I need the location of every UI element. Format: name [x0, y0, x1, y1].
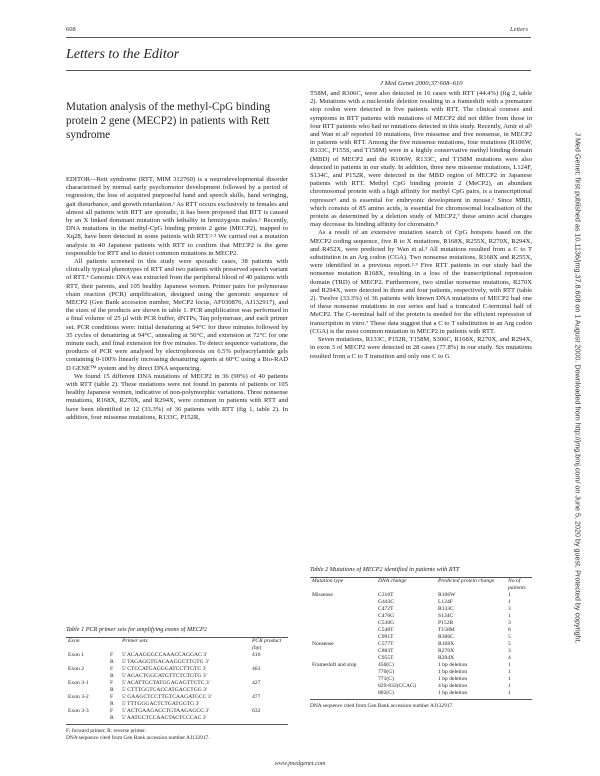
- table-cell: 3: [508, 606, 511, 612]
- table-cell: R: [110, 673, 114, 679]
- table-cell: 5: [508, 634, 511, 640]
- table-row: [66, 680, 288, 687]
- table-cell: P152R: [438, 620, 454, 626]
- table-cell: [310, 634, 376, 641]
- table-cell: C955T: [378, 655, 394, 661]
- table-row: [66, 659, 288, 666]
- body-paragraph: Seven mutations, R133C, P152R, T158M, S306C, R168X, R270X, and R294X, in exon 3 of MECP2 were detected in 28 cases (77.8%) in our study. Six mutations resulted from a C to T transition and only one C to G: [310, 336, 532, 360]
- table-cell: [66, 673, 108, 680]
- table-cell: 1: [508, 599, 511, 605]
- table-cell: 1 bp deletion: [438, 676, 468, 682]
- table-cell: 477: [252, 694, 261, 700]
- table-cell: 5: [508, 641, 511, 647]
- table-cell: [310, 627, 376, 634]
- table-cell: C577T: [378, 641, 394, 647]
- table-cell: 1: [508, 592, 511, 598]
- table-row: [310, 641, 532, 648]
- header-rule: [66, 37, 531, 38]
- table-cell: [66, 715, 108, 722]
- table-cell: R168X: [438, 641, 455, 647]
- table-cell: 463: [252, 666, 261, 672]
- table-cell: C883T: [378, 648, 394, 654]
- table-2-grid: [310, 578, 532, 697]
- table-cell: [310, 599, 376, 606]
- table-cell: 5' TTTGGGACTCTGATGGTG 3': [122, 701, 200, 707]
- table-row: [310, 683, 532, 690]
- table-row: [310, 669, 532, 676]
- table-header: No of patients: [508, 578, 526, 591]
- table-cell: 770(G): [378, 669, 395, 675]
- table-cell: Exon 2: [68, 666, 85, 672]
- table-cell: 1: [508, 669, 511, 675]
- table-1-caption: Table 1 PCR primer sets for amplifying exons of MECP2: [66, 626, 207, 633]
- table-cell: Exon 1: [68, 652, 85, 658]
- table-cell: [310, 655, 376, 662]
- table-cell: [250, 673, 288, 680]
- table-cell: 1: [508, 683, 511, 689]
- table-cell: C991T: [378, 634, 394, 640]
- table-cell: F: [110, 652, 114, 658]
- table-header: Exon: [68, 638, 80, 644]
- table-cell: [66, 701, 108, 708]
- body-paragraph: We found 15 different DNA mutations of MECP2 in 36 (90%) of 40 patients with RTT (table 2). These mutations were not found in parents of patients or 105 healthy Japanese women, indicative of non-polymorphic variations. Three nonsense mutations, R168X, R270X, and R294X, were common in patients with RTT and have been identified in 12 (33.3%) of 36 patients with RTT (fig 1, table 2). In addition, four missense mutations, R133C, P152R,: [66, 372, 288, 421]
- table-cell: C476G: [378, 613, 395, 619]
- table-cell: 829-832(CCAG): [378, 683, 416, 689]
- table-row: [310, 599, 532, 606]
- table-cell: Exon 3-2: [68, 694, 89, 700]
- table-cell: 771(C): [378, 676, 394, 682]
- table-cell: 427: [252, 680, 261, 686]
- table-cell: [310, 690, 376, 697]
- sidebar-citation-text: J Med Genet: first published as 10.1136/jmg.37.8.608 on 1 August 2000. Downloaded from http://jmg.bmj.com/ on June 5, 2020 by guest. Protected by copyright.: [573, 132, 583, 644]
- body-paragraph: All patients screened in this study were sporadic cases, 38 patients with clinically typical phenotypes of RTT and two patients with preserved speech variant of RTT.⁴ Genomic DNA was extracted from the peripheral blood of 40 patients with RTT, their parents, and 105 healthy Japanese women. Primer pairs for polymerase chain reaction (PCR) amplification, designed using the genomic sequence of MECP2 (Gen Bank accession number, MeCP2 locus, AF030876, AJ132917), and the sizes of the products are shown in table 1. PCR amplification was performed in a final volume of 25 µl with PCR buffer, dNTPs, Taq polymerase, and each primer set. PCR conditions were: initial denaturing at 94°C for three minutes followed by 35 cycles of denaturing at 94°C, annealing at 56°C, and extension at 72°C for one minute each, and final extension for five minutes. To detect sequence variations, the products of PCR were analysed by electrophoresis on 6.5% polyacrylamide gels containing 0-100% linearly increasing denaturing agents at 60°C using a Bio-RAD D GENE™ system and by direct DNA sequencing.: [66, 258, 288, 372]
- table-cell: 5' AATGCTCCAACTACTCCCAC 3': [122, 715, 207, 721]
- table-row: [310, 606, 532, 613]
- table-1-note: DNA sequence cited from Gen Bank accession number AJ132917.: [66, 734, 210, 741]
- table-cell: 5' GAAGCTCCTTGTCAAGATGCC 3': [122, 694, 212, 700]
- table-cell: 5' ACATTGCTATGGAGAGTTCTC 3': [122, 680, 210, 686]
- table-row: [66, 715, 288, 722]
- table-1: [66, 626, 288, 741]
- footer-url: www.jmedgenet.com: [274, 760, 326, 767]
- table-cell: Exon 3-3: [68, 708, 89, 714]
- table-cell: 1: [508, 662, 511, 668]
- table-cell: R: [110, 715, 114, 721]
- table-cell: [310, 620, 376, 627]
- table-cell: T158M: [438, 627, 455, 633]
- table-cell: Frameshift and stop: [312, 662, 357, 668]
- table-cell: [250, 687, 288, 694]
- table-row: [310, 634, 532, 641]
- body-paragraph: As a result of an extensive mutation search of CpG hotspots based on the MECP2 coding sequence, five R to X mutations, R168X, R255X, R270X, R294X, and R452X, were predicted by Wan et al.³ All mutations resulted from a C to T substitution in an Arg codon (CGA). Two nonsense mutations, R168X and R255X, were identified in a previous report.²·³ Five RTT patients in our study had the nonsense mutation R168X, resulting in a loss of the transcriptional repression domain (TRD) of MECP2. Furthermore, two similar nonsense mutations, R270X and R294X, were detected in three and four patients, respectively, with RTT (table 2). Twelve (33.3%) of 36 patients with known DNA mutations of MECP2 had one of these nonsense mutations in our series and had a truncated C-terminal half of MeCP2. The C-terminal half of the protein is needed for the efficient repression of transcription in vitro.⁷ These data suggest that a C to T substitution in an Arg codon (CGA) is the most common mutation in MECP2 in patients with RTT.: [310, 229, 532, 335]
- table-cell: 5' TAGAGGTGACAAGGCTTGTG 3': [122, 659, 209, 665]
- table-cell: [310, 648, 376, 655]
- table-cell: F: [110, 708, 114, 714]
- table-cell: C548T: [378, 627, 394, 633]
- table-cell: R: [110, 687, 114, 693]
- table-row: [310, 613, 532, 620]
- table-row: [66, 652, 288, 659]
- table-row: [66, 673, 288, 680]
- table-cell: F: [110, 694, 114, 700]
- table-cell: C472T: [378, 606, 394, 612]
- table-header: DNA change: [378, 578, 407, 584]
- table-row: [66, 701, 288, 708]
- table-cell: C530G: [378, 620, 395, 626]
- table-header: Mutation type: [312, 578, 344, 584]
- table-cell: 5' CTTTGGTCACCATGACCTGG 3': [122, 687, 207, 693]
- table-cell: [250, 659, 288, 666]
- table-cell: R270X: [438, 648, 455, 654]
- table-cell: 3: [508, 620, 511, 626]
- table-cell: F: [110, 680, 114, 686]
- table-row: [310, 676, 532, 683]
- left-column: [66, 176, 288, 422]
- table-cell: [250, 715, 288, 722]
- table-2-caption: Table 2 Mutations of MECP2 identified in patients with RTT: [310, 566, 460, 573]
- table-header: Predicted protein change: [438, 578, 495, 584]
- table-cell: 1: [508, 690, 511, 696]
- table-row: [310, 655, 532, 662]
- table-cell: F: [110, 666, 114, 672]
- body-paragraph: EDITOR—Rett syndrome (RTT, MIM 312760) is a neurodevelopmental disorder characterised by normal early psychomotor development followed by a period of regression, the loss of acquired purposeful hand and speech skills, hand wringing, gait disturbance, and growth retardation.¹ As RTT occurs exclusively in females and almost all patients with RTT are sporadic, it has been proposed that RTT is caused by an X linked dominant mutation with lethality in hemizygous males.¹ Recently, DNA mutations in the methyl-CpG binding protein 2 gene (MECP2), mapped to Xq28, have been detected in some patients with RTT.²·³ We carried out a mutation analysis in 40 Japanese patients with RTT to confirm that MECP2 is the gene responsible for RTT and to detect common mutations in MECP2.: [66, 176, 288, 257]
- table-row: [310, 620, 532, 627]
- table-cell: C316T: [378, 592, 394, 598]
- right-column: [310, 90, 532, 361]
- table-cell: 1: [508, 676, 511, 682]
- citation: J Med Genet 2000;37:608–610: [380, 80, 463, 87]
- table-cell: [310, 669, 376, 676]
- table-cell: Missense: [312, 592, 333, 598]
- table-cell: 4 bp deletion: [438, 683, 468, 689]
- table-cell: 4: [508, 655, 511, 661]
- table-row: [310, 592, 532, 599]
- table-row: [66, 708, 288, 715]
- table-cell: R294X: [438, 655, 455, 661]
- table-1-grid: [66, 638, 288, 722]
- table-row: [310, 627, 532, 634]
- table-cell: Exon 3-1: [68, 680, 89, 686]
- table-row: [310, 662, 532, 669]
- table-cell: R106W: [438, 592, 456, 598]
- table-header: [108, 638, 120, 652]
- body-paragraph: T58M, and R306C, were also detected in 16 cases with RTT (44.4%) (fig 2, table 2). Mutations with a nucleotide deletion resulting in a frameshift with a premature stop codon were detected in five patients with RTT. The clinical courses and symptoms in RTT patients with mutations of MECP2 did not differ from those in four RTT patients who had no mutations detected in this study. Recently, Amir et al² and Wan et al³ reported 10 mutations, five missense and five nonsense, in MECP2 in patients with RTT. Among the five missense mutations, four mutations (R106W, R133C, F155S, and T158M) were in a highly conservative methyl binding domain (MBD) of MECP2 and the R106W, R133C, and T158M mutations were also detected in patients in our study. In addition, three new missense mutations, L124F, S134C, and P152R, were detected in the MBD region of MECP2 in Japanese patients with RTT. Methyl CpG binding protein 2 (MeCP2), an abundant chromosomal protein with a high affinity for methyl CpG pairs, is a transcriptional repressor⁵ and is essential for embryonic development in mouse.⁶ Since MBD, which consists of 85 amino acids, is essential for chromosomal localisation of the protein as determined by a deletion study of MECP2,⁷ these amino acid changes may decrease its binding affinity for chromatin.⁸: [310, 90, 532, 229]
- table-cell: [66, 687, 108, 694]
- table-cell: R: [110, 701, 114, 707]
- table-cell: 416: [252, 652, 261, 658]
- table-cell: [66, 659, 108, 666]
- table-cell: 1 bp deletion: [438, 669, 468, 675]
- table-cell: S134C: [438, 613, 454, 619]
- table-cell: 3: [508, 648, 511, 654]
- table-row: [310, 648, 532, 655]
- table-cell: 882(C): [378, 690, 394, 696]
- table-cell: R133C: [438, 606, 454, 612]
- table-cell: 8: [508, 627, 511, 633]
- section-title: Letters to the Editor: [66, 47, 180, 62]
- table-cell: [310, 613, 376, 620]
- table-cell: 5' ACTGAAGACCTGTAAGAGCC 3': [122, 708, 210, 714]
- table-row: [310, 690, 532, 697]
- table-row: [66, 687, 288, 694]
- table-cell: 1 bp deletion: [438, 690, 468, 696]
- table-2: [310, 566, 532, 710]
- table-cell: 5' CTCCATGAGGGATCCTTGTC 3': [122, 666, 207, 672]
- table-cell: 632: [252, 708, 261, 714]
- table-cell: Nonsense: [312, 641, 334, 647]
- table-cell: [310, 683, 376, 690]
- table-cell: [250, 701, 288, 708]
- table-row: [66, 694, 288, 701]
- table-cell: [310, 606, 376, 613]
- table-cell: [310, 676, 376, 683]
- article-title: Mutation analysis of the methyl-CpG binding protein 2 gene (MECP2) in patients with Rett syndrome: [66, 101, 271, 141]
- table-cell: 1 bp deletion: [438, 662, 468, 668]
- table-1-note: F: forward primer, R: reverse primer.: [66, 728, 146, 734]
- table-cell: 5' AGACTGGCATGTTCTCTGTG 3': [122, 673, 207, 679]
- table-cell: G443C: [378, 599, 395, 605]
- table-cell: L124F: [438, 599, 453, 605]
- section-label: Letters: [510, 26, 529, 33]
- table-2-note: DNA sequence cited from Gen Bank accession number AJ132917.: [310, 703, 454, 709]
- table-cell: R: [110, 659, 114, 665]
- table-cell: 1: [508, 613, 511, 619]
- table-header: Primer sets: [122, 638, 148, 644]
- table-row: [66, 666, 288, 673]
- table-header: PCR product (bp): [252, 638, 282, 651]
- table-cell: 450(C): [378, 662, 394, 668]
- page-number: 608: [66, 26, 76, 33]
- section-rule: [66, 70, 531, 71]
- table-cell: R306C: [438, 634, 454, 640]
- table-cell: 5' ACAAGGGCCAAACCAGGAC 3': [122, 652, 207, 658]
